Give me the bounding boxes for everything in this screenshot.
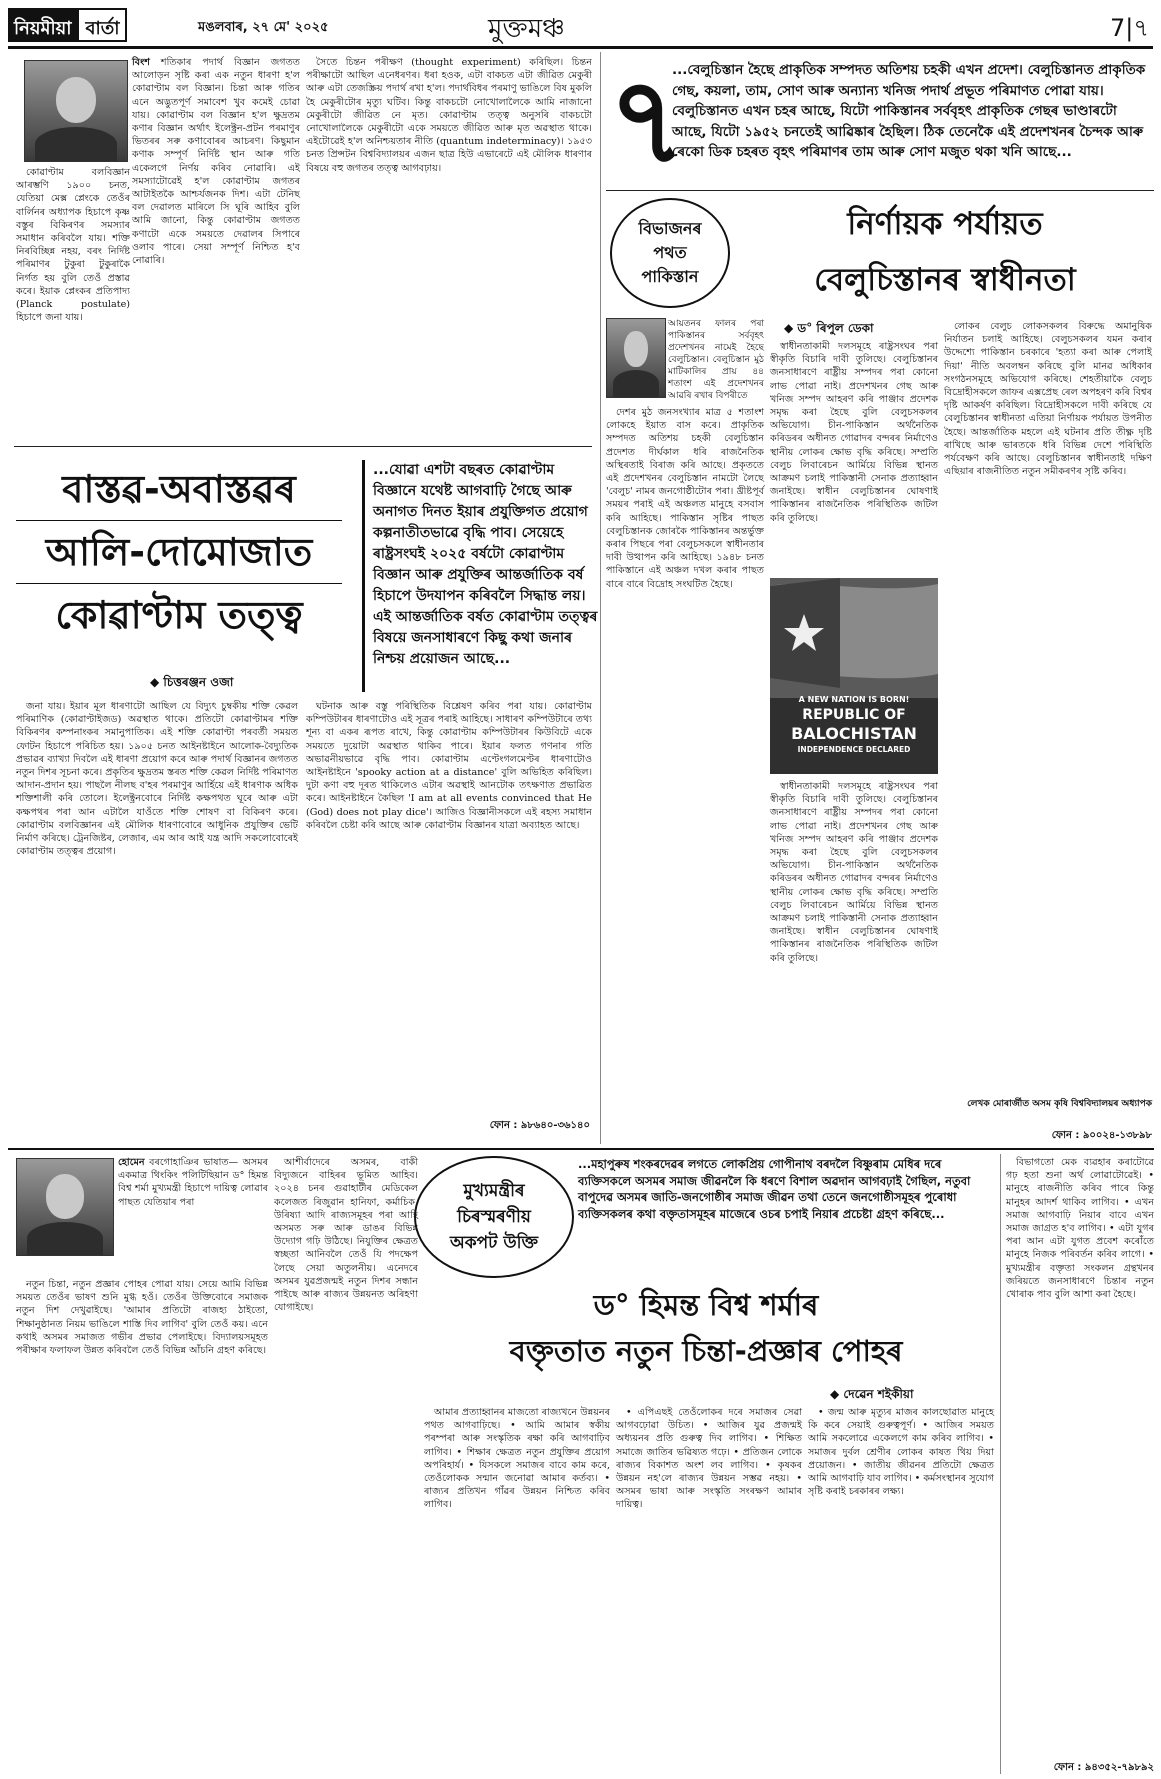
brand-part2: বাৰ্তা	[77, 8, 127, 42]
author-photo	[606, 318, 666, 398]
flag-text-4: INDEPENDENCE DECLARED	[797, 745, 911, 754]
quantum-byline: ◆ চিত্তৰঞ্জন ওজা	[150, 675, 234, 689]
baluch-byline: ◆ ড° ৰিপুল ডেকা	[784, 321, 874, 335]
byline-icon: ◆	[784, 321, 798, 335]
byline-icon: ◆	[150, 675, 164, 689]
baluch-author-note: লেখক মোৰাৰ্জীত অসম কৃষি বিশ্ববিদ্যালয়ৰ অধ্যাপক	[967, 1099, 1152, 1109]
himanta-col-1: আমাৰ প্ৰত্যাহ্বানৰ মাজতো ৰাজ্যখনে উন্নয়নৰ পথত আগবাঢ়িছে। • আমি আমাৰ স্বকীয় পৰম্পৰা আৰু সংস্কৃতিক ৰক্ষা কৰি আগবাঢ়িব লাগিব। • শিক্ষাৰ ক্ষেত্ৰত নতুন প্ৰযুক্তিৰ প্ৰয়োগ অপৰিহাৰ্য। • যিসকলে সমাজৰ বাবে কাম কৰে, তেওঁলোকক সন্মান জনোৱা আমাৰ কৰ্তব্য। • ৰাজ্যৰ প্ৰতিখন গাঁৱৰ উন্নয়ন নিশ্চিত কৰিব লাগিব।	[424, 1407, 610, 1511]
himanta-col-2: • এপিএছই তেওঁলোকৰ দৰে সমাজৰ সেৱা আগবঢ়োৱা উচিত। • আজিৰ যুৱ প্ৰজন্মই অধ্যয়নৰ প্ৰতি গুৰুত্ব দিব লাগিব। • শিক্ষিত সমাজে জাতিৰ ভৱিষ্যত গঢ়ে। • প্ৰতিজন লোকে ৰাজ্যৰ বিকাশত অংশ লব লাগিব। • কৃষকৰ উন্নয়ন নহ'লে ৰাজ্যৰ উন্নয়ন সম্ভৱ নহয়। • অসমৰ ভাষা আৰু সংস্কৃতি সংৰক্ষণ আমাৰ দায়িত্ব।	[616, 1407, 802, 1511]
headline-line2: বেলুচিস্তানৰ স্বাধীনতা	[814, 262, 1076, 298]
headline-line3: কোৱাণ্টাম তত্ত্ব	[55, 593, 303, 637]
headline-line1: বাস্তৱ-অবাস্তৱৰ	[16, 458, 342, 521]
himanta-col-4: বিভাগতো মেক ব্যৱহাৰ কৰাটোৱে গঢ় হতা শুনা অৰ্থ লোৱাটোৱেই। • মানুহে ৰাজনীতি কৰিব পাৰে কিন্তু মানুহৰ আদৰ্শ থাকিব লাগিব। • এখন সমাজ আগবাঢ়ি নিয়াৰ বাবে এখন সমাজ জাগ্ৰত হ'ব লাগিব। • এটা যুগৰ পৰা আন এটা যুগত প্ৰবেশ কৰোঁতে মানুহে নিজক পৰিবৰ্তন কৰিব লাগে। • মুখ্যমন্ত্ৰীৰ বক্তৃতা সংকলন গ্ৰন্থখনৰ জৰিয়তে জনসাধাৰণে চিন্তাৰ নতুন খোৰাক পাব বুলি আশা কৰা হৈছে।	[1006, 1157, 1154, 1301]
quantum-col-2: সৈতে চিন্তন পৰীক্ষণ (thought experiment) কৰিছিল। চিন্তন পৰীক্ষাটো আছিল এনেধৰণৰ। ধৰা হওক, এটা বাকচত এটা জীৱিত মেকুৰী আৰু এটা তেজস্ক্ৰিয় পদাৰ্থ ৰখা হ'ল। পদাৰ্থবিধৰ পৰমাণু ভাঙিলে বিষ মুকলি হৈ মেকুৰীটোৰ মৃত্যু ঘটিব। কিন্তু বাকচটো নোখোলালৈকে আমি নাজানো মেকুৰীটো জীৱিত নে মৃত। কোৱাণ্টাম তত্ত্ব অনুসৰি বাকচটো নোখোলালৈকে মেকুৰীটো একে সময়তে জীৱিত আৰু মৃত অৱস্থাত থাকে। এইটোৱেই হ'ল অনিশ্চয়তাৰ নীতি (quantum indeterminacy)। ১৯৫৩ চনত প্ৰিন্সটন বিশ্ববিদ্যালয়ৰ এজন ছাত্ৰ হিউ এভাৰেটে এই মৌলিক ধাৰণাৰ বিষয়ে বহু জগতৰ তত্ত্ব আগবঢ়ায়।	[306, 57, 592, 174]
homen-col-1: নতুন চিন্তা, নতুন প্ৰজ্ঞাৰ পোহৰ পোৱা যায়। সেয়ে আমি বিভিন্ন সময়ত তেওঁৰ ভাষণ শুনি মুগ্ধ হওঁ। তেওঁৰ উক্তিবোৰে সমাজক নতুন দিশ দেখুৱাইছে। 'আমাৰ প্ৰতিটো ৰাজহ্য ঠাইতো, শিক্ষানুষ্ঠানত নিয়ম ভাঙিলে শাস্তি দিব লাগিব' বুলি তেওঁ কয়। এনে কথাই অসমৰ সমাজত গভীৰ প্ৰভাৱ পেলাইছে। বিদ্যালয়সমূহত পৰীক্ষাৰ ফলাফল উন্নত কৰিবলৈ তেওঁ বিভিন্ন আঁচনি গ্ৰহণ কৰিছে।	[16, 1279, 268, 1357]
baluch-kicker-oval: বিভাজনৰ পথত পাকিস্তান	[610, 198, 730, 308]
himanta-col-3: • জন্ম আৰু মৃত্যুৰ মাজৰ কালছোৱাত মানুহে কি কৰে সেয়াই গুৰুত্বপূৰ্ণ। • আজিৰ সময়ত আমি সকলোৱে একেলগে কাম কৰিব লাগিব। • সমাজৰ দুৰ্বল শ্ৰেণীৰ লোকৰ কাষত থিয় দিয়া প্ৰয়োজন। • জাতীয় জীৱনৰ প্ৰতিটো ক্ষেত্ৰত আমি আগবাঢ়ি যাব লাগিব। • কৰ্মসংস্থানৰ সুযোগ সৃষ্টি কৰাই চৰকাৰৰ লক্ষ্য।	[808, 1407, 994, 1498]
flag-text-2: REPUBLIC OF	[802, 707, 906, 723]
headline-line1: ড° হিমন্ত বিশ্ব শৰ্মাৰ	[593, 1288, 819, 1322]
quantum-col-4: ঘটনাক আৰু বস্তু পৰিস্থিতিক বিশ্লেষণ কৰিব পৰা যায়। কোৱাণ্টাম কম্পিউটাৰৰ ধাৰণাটোও এই সূত্ৰৰ পৰাই আহিছে। সাধাৰণ কম্পিউটাৰে তথ্য শূন্য বা একৰ ৰূপত ৰাখে, কিন্তু কোৱাণ্টাম কম্পিউটাৰৰ কিউবিটে একে সময়তে দুয়োটা অৱস্থাত থাকিব পাৰে। ইয়াৰ ফলত গণনাৰ গতি অভাৱনীয়ভাৱে বৃদ্ধি পাব। কোৱাণ্টাম এণ্টেংগলমেণ্টৰ ধাৰণাটোও আইনষ্টাইনে 'spooky action at a distance' বুলি অভিহিত কৰিছিল। দুটা কণা বহু দূৰত থাকিলেও এটাৰ অৱস্থাই আনটোক তৎক্ষণাত প্ৰভাৱিত কৰে। আইনষ্টাইনে কৈছিল 'I am at all events convinced that He (God) does not play dice'। আজিও বিজ্ঞানীসকলে এই ৰহস্য সমাধান কৰিবলৈ চেষ্টা কৰি আছে আৰু কোৱাণ্টাম বিজ্ঞানৰ যাত্ৰা অব্যাহত আছে।	[306, 701, 592, 831]
himanta-phone: ফোন : ৯৪৩৫২-৭৯৮৯২	[1053, 1762, 1154, 1773]
flag-caption	[770, 694, 938, 774]
baluch-phone: ফোন : ৯০০২৪-১৩৮৯৮	[1051, 1130, 1152, 1141]
author-photo	[16, 1158, 114, 1256]
himanta-kicker-oval: মুখ্যমন্ত্ৰীৰ চিৰস্মৰণীয় অকপট উক্তি	[414, 1156, 574, 1278]
himanta-intro: ...মহাপুৰুষ শংকৰদেৱৰ লগতে লোকপ্ৰিয় গোপীনাথ বৰদলৈ বিষ্ণুৰাম মেধিৰ দৰে ব্যক্তিসকলে অসমৰ সমাজ জীৱনলৈ কি ধৰণে বিশাল অৱদান আগবঢ়াই গৈছিল, নতুবা বাপুদেৱ অসমৰ জাতি-জনগোষ্ঠীৰ সমাজ জীৱন তথা তেনে জনগোষ্ঠীসমূহৰ পুৰোধা ব্যক্তিসকলৰ কথা বক্তৃতাসমূহৰ মাজেৰে ওচৰ চপাই নিয়াৰ প্ৰচেষ্টা গ্ৰহণ কৰিছে...	[578, 1157, 971, 1221]
quantum-phone: ফোন : ৯৮৬৪০-৩৬১৪০	[489, 1120, 590, 1131]
baluch-col-1: দেশৰ মুঠ জনসংখ্যাৰ মাত্ৰ ৫ শতাংশ লোকহে ইয়াত বাস কৰে। প্ৰাকৃতিক সম্পদত অতিশয় চহকী বেলুচিস্তান প্ৰদেশত দীৰ্ঘকাল ধৰি ৰাজনৈতিক অস্থিৰতাই বিৰাজ কৰি আছে। প্ৰকৃততে এই প্ৰদেশখনৰ বেলুচিস্তান নামটো লৈছে 'বেলুচ' নামৰ জনগোষ্ঠীটোৰ পৰা। খ্ৰীষ্টপূৰ্ব সময়ৰ পৰাই এই অঞ্চলত মানুহে বসবাস কৰি আহিছে। পাকিস্তান সৃষ্টিৰ পাছত বেলুচিস্তানক জোৰকৈ পাকিস্তানৰ অন্তৰ্ভুক্ত কৰাৰ পিছৰে পৰা বেলুচসকলে স্বাধীনতাৰ দাবী উত্থাপন কৰি আহিছে। ১৯৪৮ চনত পাকিস্তানে এই অঞ্চল দখল কৰাৰ পাছত বাৰে বাৰে বিদ্ৰোহ সংঘটিত হৈছে।	[606, 407, 764, 590]
baluch-author-bio: আয়তনৰ ফালৰ পৰা পাকিস্তানৰ সৰ্ববৃহৎ প্ৰদেশখনৰ নামেই হৈছে বেলুচিস্তান। বেলুচিস্তান মুঠ মাটিকালিৰ প্ৰায় ৪৪ শতাংশ এই প্ৰদেশখনৰ আৱৰি ৰখাৰ বিপৰীতে	[668, 319, 764, 401]
quantum-col-1b: কোৱাণ্টাম বলবিজ্ঞান আৰম্ভণি ১৯০০ চনত, যেতিয়া মেক্স প্লেংকে তেওঁৰ বাৰ্লিনৰ অধ্যাপক হিচাপে কৃষ্ণ বস্তুৰ বিকিৰণৰ সমস্যাৰ সমাধান কৰিবলৈ যায়। শক্তি নিৰবিচ্ছিন্ন নহয়, বৰং নিৰ্দিষ্ট পৰিমাণৰ টুকুৰা টুকুৰাকৈ নিৰ্গত হয় বুলি তেওঁ প্ৰস্তাৱ কৰে। ইয়াক প্লেংকৰ প্ৰতিপাদ্য (Planck postulate) হিচাপে জনা যায়।	[16, 167, 130, 324]
headline-line1: নিৰ্ণায়ক পৰ্যায়ত	[847, 206, 1043, 242]
quantum-headline	[16, 458, 342, 666]
baluch-drop-cap: ৭	[608, 52, 687, 191]
baluch-col-2-bottom: স্বাধীনতাকামী দলসমূহে ৰাষ্ট্ৰসংঘৰ পৰা স্বীকৃতি বিচাৰি দাবী তুলিছে। বেলুচিস্তানৰ জনসাধাৰণে ৰাষ্ট্ৰীয় সম্পদৰ পৰা কোনো লাভ পোৱা নাই। প্ৰদেশখনৰ গেছ আৰু খনিজ সম্পদ আহৰণ কৰি পাঞ্জাব প্ৰদেশক সমৃদ্ধ কৰা হৈছে বুলি বেলুচসকলৰ অভিযোগ। চীন-পাকিস্তান অৰ্থনৈতিক কৰিডৰৰ অধীনত গোৱাদৰ বন্দৰৰ নিৰ্মাণেও স্থানীয় লোকৰ ক্ষোভ বৃদ্ধি কৰিছে। সম্প্ৰতি বেলুচ লিবাৰেচন আৰ্মিয়ে বিভিন্ন স্থানত আক্ৰমণ চলাই পাকিস্তানী সেনাক প্ৰত্যাহ্বান জনাইছে। স্বাধীন বেলুচিস্তানৰ ঘোষণাই পাকিস্তানৰ ৰাজনৈতিক পৰিস্থিতিক জটিল কৰি তুলিছে।	[770, 781, 938, 964]
quantum-col-3: জনা যায়। ইয়াৰ মূল ধাৰণাটো আছিল যে বিদ্যুৎ চুম্বকীয় শক্তি কেৱল পৰিমাণিক (কোৱাণ্টাইজড) অৱস্থাত থাকে। প্ৰতিটো কোৱাণ্টামৰ শক্তি বিকিৰণৰ কম্পনাংকৰ সমানুপাতিক। এই শক্তি কোৱাণ্টা পৰবৰ্তী সময়ত ফোটন হিচাপে পৰিচিত হয়। ১৯০৫ চনত আইনষ্টাইনে আলোক-বৈদ্যুতিক প্ৰভাৱৰ ব্যাখ্যা দিবলৈ এই ধাৰণা প্ৰয়োগ কৰে আৰু পদাৰ্থ বিজ্ঞানৰ জগতত নতুন দিশৰ সূচনা কৰে। প্ৰকৃতিৰ ক্ষুদ্ৰতম স্তৰত শক্তি কেৱল নিৰ্দিষ্ট পৰিমাণত আদান-প্ৰদান হয়। পাছলৈ নীলছ ব'হৰ পৰমাণুৰ আৰ্হিয়ে এই ধাৰণাক অধিক শক্তিশালী কৰি তোলে। ইলেক্ট্ৰনবোৰে নিৰ্দিষ্ট কক্ষপথত ঘূৰে আৰু এটা কক্ষপথৰ পৰা আন এটালৈ যাওঁতে শক্তি শোষণ বা বিকিৰণ কৰে। কোৱাণ্টাম বলবিজ্ঞানৰ এই মৌলিক ধাৰণাবোৰে আধুনিক প্ৰযুক্তিৰ ভেটি নিৰ্মাণ কৰিছে। ট্ৰেনজিষ্টৰ, লেজাৰ, এম আৰ আই যন্ত্ৰ আদি সকলোবোৰেই কোৱাণ্টাম তত্ত্বৰ প্ৰয়োগ।	[16, 701, 298, 858]
headline-line2: বক্তৃতাত নতুন চিন্তা-প্ৰজ্ঞাৰ পোহৰ	[509, 1334, 903, 1368]
baluch-intro: ...বেলুচিস্তান হৈছে প্ৰাকৃতিক সম্পদত অতিশয় চহকী এখন প্ৰদেশ। বেলুচিস্তানত প্ৰাকৃতিক গেছ, কয়লা, তাম, সোণ আৰু অন্যান্য খনিজ পদাৰ্থ প্ৰভূত পৰিমাণত পোৱা যায়। বেলুচিস্তানত এখন চহৰ আছে, যিটো পাকিস্তানৰ সৰ্ববৃহৎ প্ৰাকৃতিক গেছৰ ভাণ্ডাৰটো আছে, যিটো ১৯৫২ চনতেই আৱিষ্কাৰ হৈছিল। ঠিক তেনেকৈ এই প্ৰদেশখনৰ চৈন্দক আৰু ৰেকো ডিক চহৰত বৃহৎ পৰিমাণৰ তাম আৰু সোণ মজুত থকা খনি আছে...	[672, 62, 1146, 160]
flag-text-1: A NEW NATION IS BORN!	[798, 695, 910, 704]
quantum-pullquote: ...যোৱা এশটা বছৰত কোৱাণ্টাম বিজ্ঞানে যথেষ্ট আগবাঢ়ি গৈছে আৰু অনাগত দিনত ইয়াৰ প্ৰযুক্তিগত প্ৰয়োগ কল্পনাতীতভাৱে বৃদ্ধি পাব। সেয়েহে ৰাষ্ট্ৰসংঘই ২০২৫ বৰ্ষটো কোৱাণ্টাম বিজ্ঞান আৰু প্ৰযুক্তিৰ আন্তৰ্জাতিক বৰ্ষ হিচাপে উদযাপন কৰিবলৈ সিদ্ধান্ত লয়। এই আন্তৰ্জাতিক বৰ্ষত কোৱাণ্টাম তত্ত্বৰ বিষয়ে জনসাধাৰণে কিছু কথা জনাৰ নিশ্চয় প্ৰয়োজন আছে...	[362, 460, 601, 692]
issue-date: মঙলবাৰ, ২৭ মে' ২০২৫	[198, 20, 329, 35]
baluch-col-3: লোকৰ বেলুচ লোকসকলৰ বিৰুদ্ধে অমানুষিক নিৰ্যাতন চলাই আহিছে। বেলুচসকলৰ যমন কৰাৰ উদ্দেশ্যে পাকিস্তান চৰকাৰে 'হত্যা কৰা আৰু পেলাই দিয়া' নীতি অবলম্বন কৰিছে বুলি মানৱ অধিকাৰ সংগঠনসমূহে অভিযোগ কৰিছে। শেহতীয়াকৈ বেলুচ বিদ্ৰোহীসকলে জাফৰ এক্সপ্ৰেছ ৰেল অপহৰণ কৰি বিশ্বৰ দৃষ্টি আকৰ্ষণ কৰিছিল। বিদ্ৰোহীসকলে দাবী কৰিছে যে বেলুচিস্তানৰ স্বাধীনতা এতিয়া নিৰ্ণায়ক পৰ্যায়ত উপনীত হৈছে। আন্তৰ্জাতিক মহলে এই ঘটনাৰ প্ৰতি তীক্ষ্ণ দৃষ্টি ৰাখিছে আৰু ভাৰতকে ধৰি বিভিন্ন দেশে পৰিস্থিতি পৰ্যবেক্ষণ কৰি আছে। বেলুচিস্তানৰ স্বাধীনতাই দক্ষিণ এছিয়াৰ ৰাজনীতিত নতুন সমীকৰণৰ সৃষ্টি কৰিব।	[944, 321, 1152, 478]
headline-line2: আলি-দোমোজাত	[16, 521, 342, 584]
himanta-headline	[420, 1282, 992, 1382]
homen-col-2: আশীৰ্বাদেৰে অসমৰ, বাকী বিদ্যুজনে বাহিৰৰ ভূমিত আহিব। ২০২৪ চনৰ গুৱাহাটীৰ মেডিকেল কলেজত ৰিজুৱান হানিফা, কৰ্মাচিক, উৰিষ্যা আদি ৰাজ্যসমূহৰ পৰা আহি অসমত সৰু আৰু ডাঙৰ বিভিন্ন উদ্যোগ গঢ়ি উঠিছে। নিযুক্তিৰ ক্ষেত্ৰত স্বচ্ছতা আনিবলৈ তেওঁ যি পদক্ষেপ লৈছে সেয়া অতুলনীয়। এনেদৰে অসমৰ যুৱপ্ৰজন্মই নতুন দিশৰ সন্ধান পাইছে আৰু ৰাজ্যৰ উন্নয়নত অৰিহণা যোগাইছে।	[274, 1157, 418, 1314]
masthead	[8, 6, 1153, 49]
section-title: মুক্তমঞ্চ	[488, 14, 565, 44]
drop-word: বিংশ	[132, 57, 150, 68]
himanta-byline: ◆ দেৱেন শইকীয়া	[830, 1387, 914, 1401]
brand-logo	[8, 8, 127, 42]
page-number: 7|৭	[1110, 14, 1149, 42]
brand-part1: নিয়মীয়া	[8, 8, 77, 42]
byline-icon: ◆	[830, 1387, 844, 1401]
baluch-col-2-top: স্বাধীনতাকামী দলসমূহে ৰাষ্ট্ৰসংঘৰ পৰা স্বীকৃতি বিচাৰি দাবী তুলিছে। বেলুচিস্তানৰ জনসাধাৰণে ৰাষ্ট্ৰীয় সম্পদৰ পৰা কোনো লাভ পোৱা নাই। প্ৰদেশখনৰ গেছ আৰু খনিজ সম্পদ আহৰণ কৰি পাঞ্জাব প্ৰদেশক সমৃদ্ধ কৰা হৈছে বুলি বেলুচসকলৰ অভিযোগ। চীন-পাকিস্তান অৰ্থনৈতিক কৰিডৰৰ অধীনত গোৱাদৰ বন্দৰৰ নিৰ্মাণেও স্থানীয় লোকৰ ক্ষোভ বৃদ্ধি কৰিছে। সম্প্ৰতি বেলুচ লিবাৰেচন আৰ্মিয়ে বিভিন্ন স্থানত আক্ৰমণ চলাই পাকিস্তানী সেনাক প্ৰত্যাহ্বান জনাইছে। স্বাধীন বেলুচিস্তানৰ ঘোষণাই পাকিস্তানৰ ৰাজনৈতিক পৰিস্থিতিক জটিল কৰি তুলিছে।	[770, 341, 938, 524]
author-photo	[24, 60, 128, 162]
homen-intro: হোমেন বৰগোহাঞিৰ ভাষাত— অসমৰ একমাত্ৰ থিংকিং পলিটিছিয়ান ড° হিমন্ত বিশ্ব শৰ্মা মুখ্যমন্ত্ৰী হিচাপে দায়িত্ব লোৱাৰ পাছত যেতিয়াৰ পৰা	[118, 1157, 268, 1208]
flag-text-3: BALOCHISTAN	[791, 724, 917, 743]
quantum-col-1a: বিংশ শতিকাৰ পদাৰ্থ বিজ্ঞান জগতত আলোড়ন সৃষ্টি কৰা এক নতুন ধাৰণা হ'ল কোৱাণ্টাম বল বিজ্ঞান। চিন্তা আৰু গতিৰ এনে অদ্ভুতপূৰ্ণ সমাবেশ খুব কমেই চোৱা যায়। কোৱাণ্টাম বল বিজ্ঞান হ'ল ক্ষুদ্ৰতম কণাৰ বিজ্ঞান অৰ্থাৎ ইলেক্ট্ৰন-প্ৰটন পৰমাণুৰ ভিতৰৰ সৰু কণাবোৰৰ আচৰণ। কিছুমান কণাক সম্পূৰ্ণ নিৰ্দিষ্ট স্থান আৰু গতি একেলগে নিৰ্ণয় কৰিব নোৱাৰি। এই সমস্যাটোৱেই হ'ল কোৱাণ্টাম জগতৰ আটাইতকৈ আশ্চৰ্যজনক দিশ। এটা টেনিছ বল দেৱালত মাৰিলে সি ঘূৰি আহিব বুলি আমি জানো, কিন্তু কোৱাণ্টাম জগতত কণাটো একে সময়তে দেৱালৰ সিপাৰে ওলাব পাৰে। সেয়া সম্পূৰ্ণ নিশ্চিত হ'ব নোৱাৰি।	[132, 57, 300, 267]
baluch-headline	[736, 196, 1154, 316]
